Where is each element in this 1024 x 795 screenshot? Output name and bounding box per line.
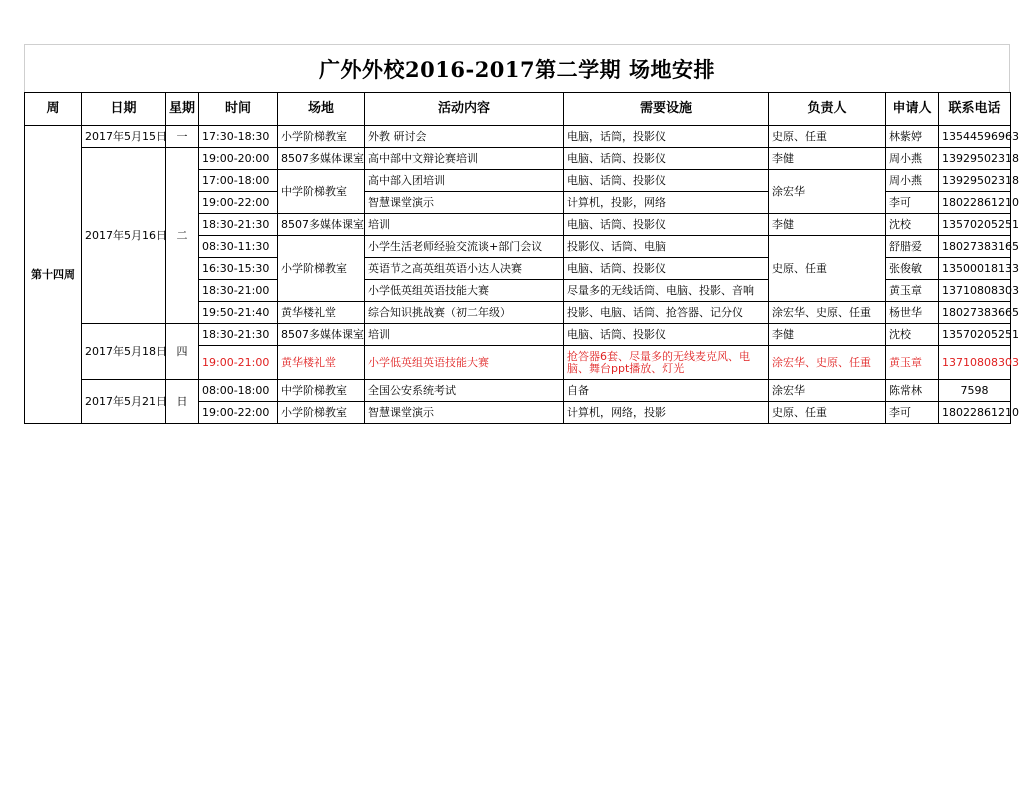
venue-cell: 黄华楼礼堂 (278, 346, 365, 380)
phone-cell: 13710808303 (939, 346, 1011, 380)
equipment-cell: 投影、电脑、话筒、抢答器、记分仪 (564, 302, 769, 324)
venue-cell: 8507多媒体课室 (278, 148, 365, 170)
weekday-cell: 四 (166, 324, 199, 380)
phone-cell: 13570205251 (939, 324, 1011, 346)
person-cell: 史原、任重 (769, 126, 886, 148)
venue-cell: 8507多媒体课室 (278, 324, 365, 346)
phone-cell: 13500018133 (939, 258, 1011, 280)
time-cell: 19:00-20:00 (199, 148, 278, 170)
date-cell: 2017年5月16日 (82, 148, 166, 324)
activity-cell: 英语节之高英组英语小达人决赛 (365, 258, 564, 280)
table-row (25, 380, 1011, 402)
equipment-cell: 电脑、话筒、投影仪 (564, 258, 769, 280)
activity-cell: 小学低英组英语技能大赛 (365, 280, 564, 302)
time-cell: 19:00-21:00 (199, 346, 278, 380)
header-time: 时间 (199, 93, 278, 126)
equipment-cell: 电脑、话筒、投影仪 (564, 170, 769, 192)
activity-cell: 外教 研讨会 (365, 126, 564, 148)
phone-cell: 13710808303 (939, 280, 1011, 302)
title-bar (24, 44, 1010, 92)
applicant-cell: 林紫婷 (886, 126, 939, 148)
phone-cell: 18027383665 (939, 302, 1011, 324)
person-cell: 李健 (769, 148, 886, 170)
page-title: 广外外校2016-2017第二学期 场地安排 (319, 56, 715, 82)
venue-cell: 小学阶梯教室 (278, 126, 365, 148)
week-cell: 第十四周 (25, 126, 82, 424)
phone-cell: 18027383165 (939, 236, 1011, 258)
activity-cell: 全国公安系统考试 (365, 380, 564, 402)
applicant-cell: 沈校 (886, 214, 939, 236)
applicant-cell: 舒腊爱 (886, 236, 939, 258)
activity-cell: 智慧课堂演示 (365, 192, 564, 214)
person-cell: 涂宏华 (769, 170, 886, 214)
applicant-cell: 张俊敏 (886, 258, 939, 280)
person-cell: 涂宏华、史原、任重 (769, 346, 886, 380)
equipment-cell: 抢答器6套、尽量多的无线麦克风、电脑、舞台ppt播放、灯光 (564, 346, 769, 380)
applicant-cell: 杨世华 (886, 302, 939, 324)
time-cell: 17:00-18:00 (199, 170, 278, 192)
equipment-cell: 自备 (564, 380, 769, 402)
activity-cell: 培训 (365, 324, 564, 346)
header-person: 负责人 (769, 93, 886, 126)
applicant-cell: 李可 (886, 402, 939, 424)
applicant-cell: 黄玉章 (886, 280, 939, 302)
equipment-cell: 电脑、话筒、投影仪 (564, 148, 769, 170)
venue-cell: 黄华楼礼堂 (278, 302, 365, 324)
venue-cell: 8507多媒体课室 (278, 214, 365, 236)
time-cell: 19:00-22:00 (199, 402, 278, 424)
header-applicant: 申请人 (886, 93, 939, 126)
time-cell: 18:30-21:30 (199, 214, 278, 236)
header-equipment: 需要设施 (564, 93, 769, 126)
time-cell: 08:30-11:30 (199, 236, 278, 258)
weekday-cell: 二 (166, 148, 199, 324)
applicant-cell: 黄玉章 (886, 346, 939, 380)
equipment-cell: 计算机，网络，投影 (564, 402, 769, 424)
equipment-cell: 电脑、话筒、投影仪 (564, 324, 769, 346)
phone-cell: 18022861210 (939, 192, 1011, 214)
venue-cell: 小学阶梯教室 (278, 236, 365, 302)
header-date: 日期 (82, 93, 166, 126)
table-row (25, 126, 1011, 148)
weekday-cell: 一 (166, 126, 199, 148)
schedule-sheet (24, 44, 1019, 424)
time-cell: 17:30-18:30 (199, 126, 278, 148)
schedule-table (24, 92, 1019, 424)
weekday-cell: 日 (166, 380, 199, 424)
applicant-cell: 周小燕 (886, 170, 939, 192)
equipment-cell: 投影仪、话筒、电脑 (564, 236, 769, 258)
venue-cell: 中学阶梯教室 (278, 380, 365, 402)
activity-cell: 高中部入团培训 (365, 170, 564, 192)
activity-cell: 小学低英组英语技能大赛 (365, 346, 564, 380)
person-cell: 李健 (769, 214, 886, 236)
header-venue: 场地 (278, 93, 365, 126)
phone-cell: 13929502318 (939, 170, 1011, 192)
activity-cell: 培训 (365, 214, 564, 236)
person-cell: 涂宏华、史原、任重 (769, 302, 886, 324)
equipment-cell: 计算机，投影，网络 (564, 192, 769, 214)
activity-cell: 小学生活老师经验交流谈+部门会议 (365, 236, 564, 258)
header-weekday: 星期 (166, 93, 199, 126)
header-week: 周 (25, 93, 82, 126)
venue-cell: 中学阶梯教室 (278, 170, 365, 214)
person-cell: 史原、任重 (769, 236, 886, 302)
time-cell: 19:50-21:40 (199, 302, 278, 324)
applicant-cell: 李可 (886, 192, 939, 214)
person-cell: 史原、任重 (769, 402, 886, 424)
activity-cell: 综合知识挑战赛（初二年级） (365, 302, 564, 324)
time-cell: 18:30-21:00 (199, 280, 278, 302)
phone-cell: 7598 (939, 380, 1011, 402)
phone-cell: 13544596963 (939, 126, 1011, 148)
time-cell: 16:30-15:30 (199, 258, 278, 280)
header-row (25, 93, 1011, 126)
date-cell: 2017年5月18日 (82, 324, 166, 380)
applicant-cell: 周小燕 (886, 148, 939, 170)
activity-cell: 高中部中文辩论赛培训 (365, 148, 564, 170)
table-row (25, 148, 1011, 170)
phone-cell: 13570205251 (939, 214, 1011, 236)
header-phone: 联系电话 (939, 93, 1011, 126)
equipment-cell: 电脑，话筒，投影仪 (564, 126, 769, 148)
person-cell: 涂宏华 (769, 380, 886, 402)
table-row (25, 324, 1011, 346)
equipment-cell: 尽量多的无线话筒、电脑、投影、音响 (564, 280, 769, 302)
time-cell: 19:00-22:00 (199, 192, 278, 214)
phone-cell: 18022861210 (939, 402, 1011, 424)
date-cell: 2017年5月15日 (82, 126, 166, 148)
equipment-cell: 电脑、话筒、投影仪 (564, 214, 769, 236)
applicant-cell: 陈常林 (886, 380, 939, 402)
activity-cell: 智慧课堂演示 (365, 402, 564, 424)
date-cell: 2017年5月21日 (82, 380, 166, 424)
phone-cell: 13929502318 (939, 148, 1011, 170)
time-cell: 08:00-18:00 (199, 380, 278, 402)
time-cell: 18:30-21:30 (199, 324, 278, 346)
person-cell: 李健 (769, 324, 886, 346)
venue-cell: 小学阶梯教室 (278, 402, 365, 424)
applicant-cell: 沈校 (886, 324, 939, 346)
header-activity: 活动内容 (365, 93, 564, 126)
